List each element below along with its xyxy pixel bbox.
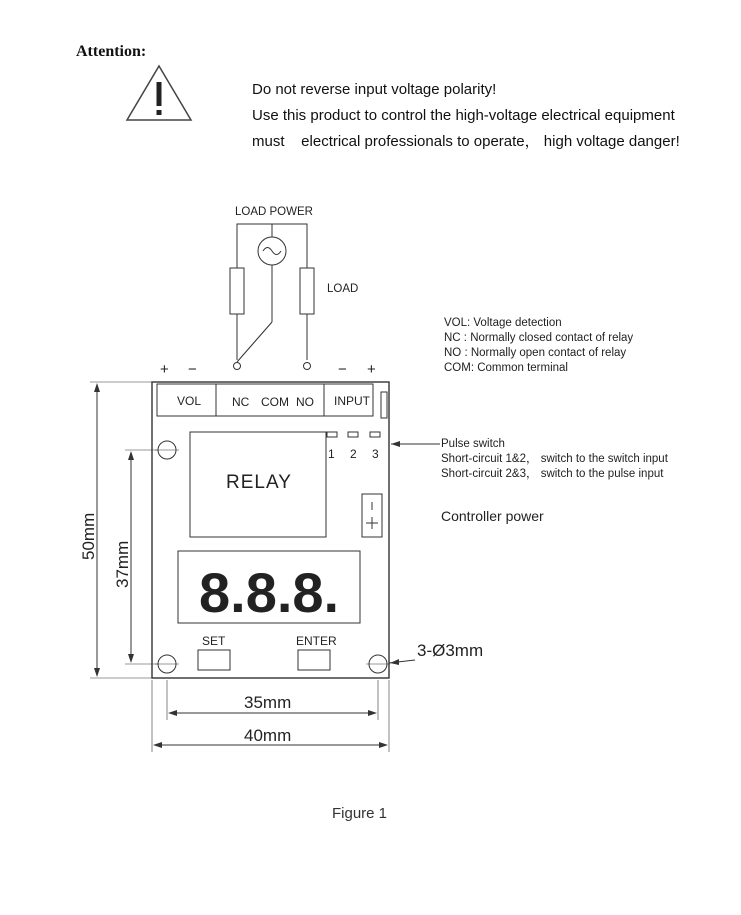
pulse-switch-line-2: Short-circuit 2&3， switch to the pulse input (441, 468, 664, 480)
legend-vol: VOL: Voltage detection (444, 317, 562, 329)
dim-50mm: 50mm (79, 512, 98, 560)
vol-plus-sign: + (160, 361, 169, 378)
warning-line-3: must electrical professionals to operate， high voltage danger! (252, 133, 680, 150)
load-label: LOAD (327, 283, 359, 295)
load-power-label: LOAD POWER (235, 206, 313, 218)
jumper-pin-2: 2 (350, 447, 357, 461)
terminal-vol: VOL (177, 394, 202, 408)
controller-power-label: Controller power (441, 508, 544, 524)
terminal-nc: NC (232, 395, 250, 409)
legend-no: NO : Normally open contact of relay (444, 347, 627, 359)
dim-37mm: 37mm (113, 540, 132, 588)
board-outline (152, 382, 389, 678)
enter-label: ENTER (296, 634, 337, 648)
terminal-com: COM (261, 395, 289, 409)
figure-caption: Figure 1 (332, 805, 388, 822)
pulse-switch-title: Pulse switch (441, 438, 505, 450)
attention-heading: Attention: (76, 43, 147, 60)
fuse-left (230, 268, 244, 314)
jumper-pin-3: 3 (372, 447, 379, 461)
input-minus-sign: − (338, 361, 347, 378)
set-label: SET (202, 634, 226, 648)
warning-line-2: Use this product to control the high-voltage electrical equipment (252, 107, 675, 124)
dim-holes: 3-Ø3mm (417, 641, 484, 660)
warning-line-1: Do not reverse input voltage polarity! (252, 81, 497, 98)
pulse-switch-line-1: Short-circuit 1&2， switch to the switch input (441, 453, 668, 465)
set-button[interactable] (198, 650, 230, 670)
load-resistor (300, 268, 314, 314)
dim-35mm: 35mm (244, 693, 292, 712)
relay-label: RELAY (226, 472, 292, 493)
enter-button[interactable] (298, 650, 330, 670)
terminal-input: INPUT (334, 394, 370, 408)
terminal-no: NO (296, 395, 314, 409)
jumper-pin-1: 1 (328, 447, 335, 461)
dim-40mm: 40mm (244, 726, 292, 745)
legend-nc: NC : Normally closed contact of relay (444, 332, 634, 344)
input-plus-sign: + (367, 361, 376, 378)
legend-com: COM: Common terminal (444, 362, 568, 374)
vol-minus-sign: − (188, 361, 197, 378)
display-digits: 8.8.8. (199, 561, 340, 624)
controller-power-terminal (362, 494, 382, 537)
